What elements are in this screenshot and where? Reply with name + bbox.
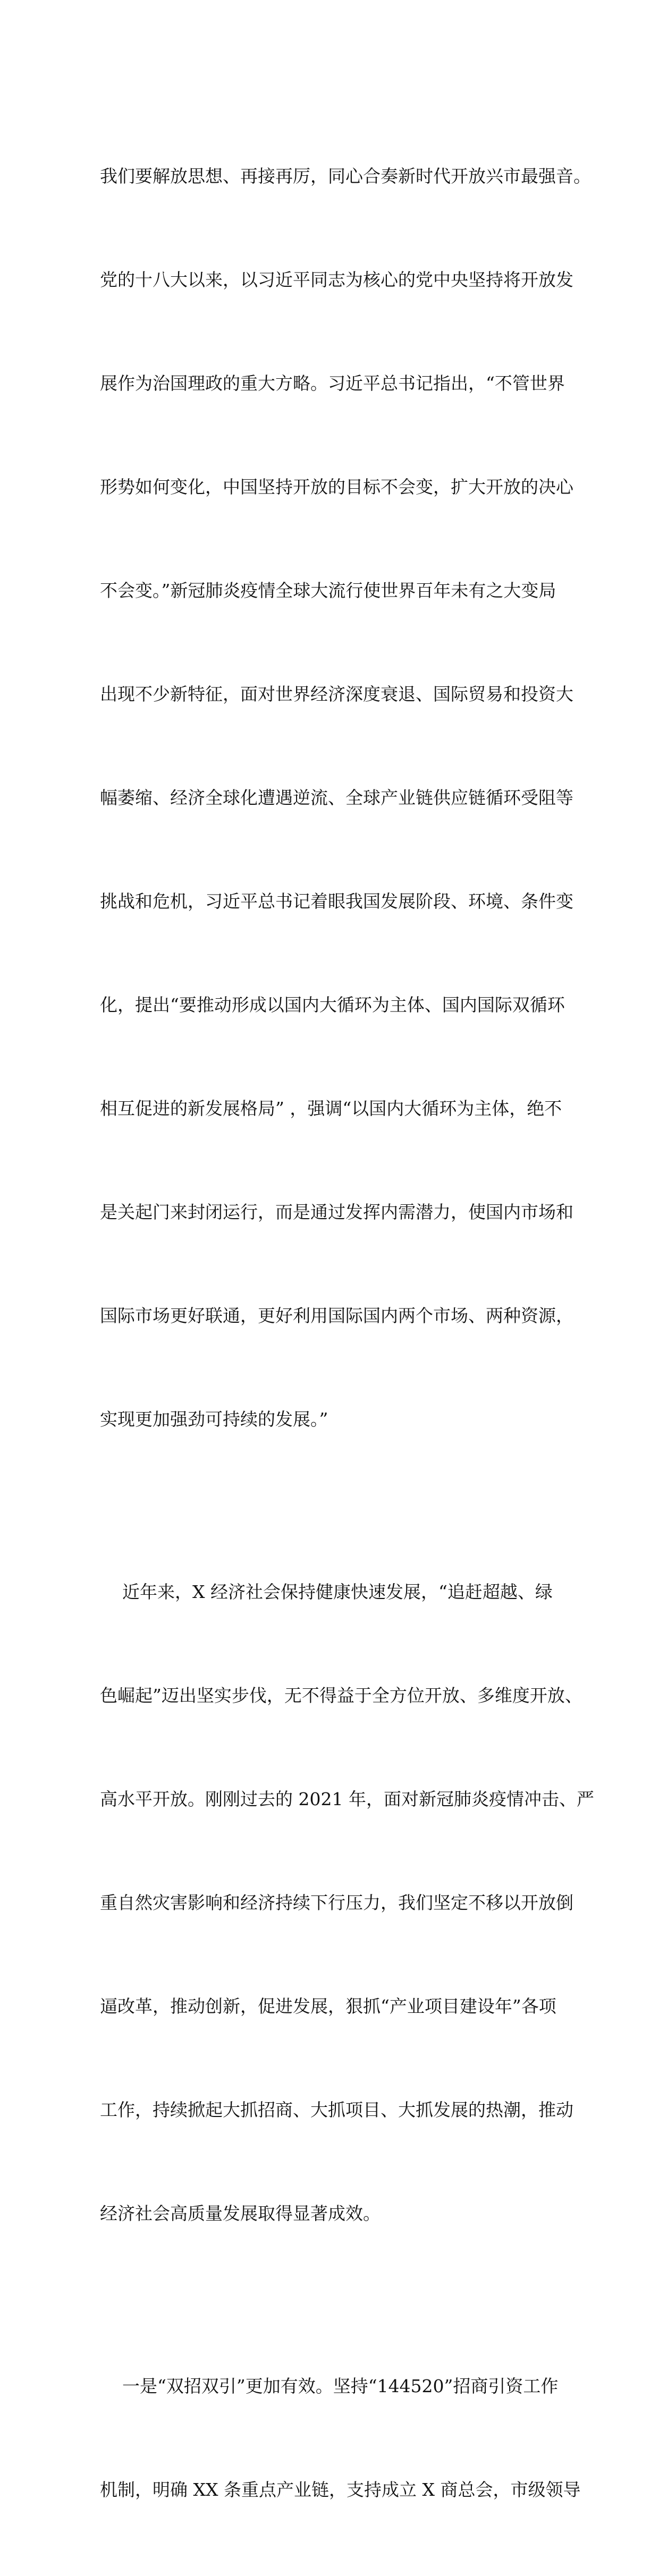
text-line: 色崛起”迈出坚实步伐，无不得益于全方位开放、多维度开放、 (100, 1685, 582, 1706)
text-line: 党的十八大以来，以习近平同志为核心的党中央坚持将开放发 (100, 269, 573, 290)
paragraph-1 (100, 90, 591, 1506)
text-line: 重自然灾害影响和经济持续下行压力，我们坚定不移以开放倒 (100, 1892, 573, 1913)
text-line: 出现不少新特征，面对世界经济深度衰退、国际贸易和投资大 (100, 684, 573, 704)
text-line: 实现更加强劲可持续的发展。” (100, 1409, 328, 1430)
text-line: 经济社会高质量发展取得显著成效。 (100, 2203, 381, 2224)
text-line: 幅萎缩、经济全球化遭遇逆流、全球产业链供应链循环受阻等 (100, 787, 573, 808)
document-body (100, 90, 594, 2576)
text-line: 相互促进的新发展格局” ，强调“以国内大循环为主体，绝不 (100, 1098, 562, 1119)
paragraph-3 (100, 2300, 581, 2576)
text-line: 高水平开放。刚刚过去的 2021 年，面对新冠肺炎疫情冲击、严 (100, 1789, 594, 1809)
text-line: 化，提出“要推动形成以国内大循环为主体、国内国际双循环 (100, 994, 565, 1015)
text-line: 机制，明确 XX 条重点产业链，支持成立 X 商总会，市级领导 (100, 2479, 581, 2500)
text-line: 挑战和危机，习近平总书记着眼我国发展阶段、环境、条件变 (100, 891, 573, 912)
text-line: 一是“双招双引”更加有效。坚持“144520”招商引资工作 (100, 2376, 559, 2396)
text-line: 国际市场更好联通，更好利用国际国内两个市场、两种资源， (100, 1305, 573, 1326)
text-line: 近年来，X 经济社会保持健康快速发展，“追赶超越、绿 (100, 1582, 553, 1602)
text-line: 不会变。”新冠肺炎疫情全球大流行使世界百年未有之大变局 (100, 580, 556, 601)
text-line: 逼改革，推动创新，促进发展，狠抓“产业项目建设年”各项 (100, 1996, 556, 2017)
text-line: 是关起门来封闭运行，而是通过发挥内需潜力，使国内市场和 (100, 1202, 573, 1222)
text-line: 形势如何变化，中国坚持开放的目标不会变，扩大开放的决心 (100, 477, 573, 497)
text-line: 展作为治国理政的重大方略。习近平总书记指出，“不管世界 (100, 373, 565, 394)
text-line: 工作，持续掀起大抓招商、大抓项目、大抓发展的热潮，推动 (100, 2099, 573, 2120)
text-line: 我们要解放思想、再接再厉，同心合奏新时代开放兴市最强音。 (100, 166, 591, 186)
paragraph-2 (100, 1506, 594, 2300)
